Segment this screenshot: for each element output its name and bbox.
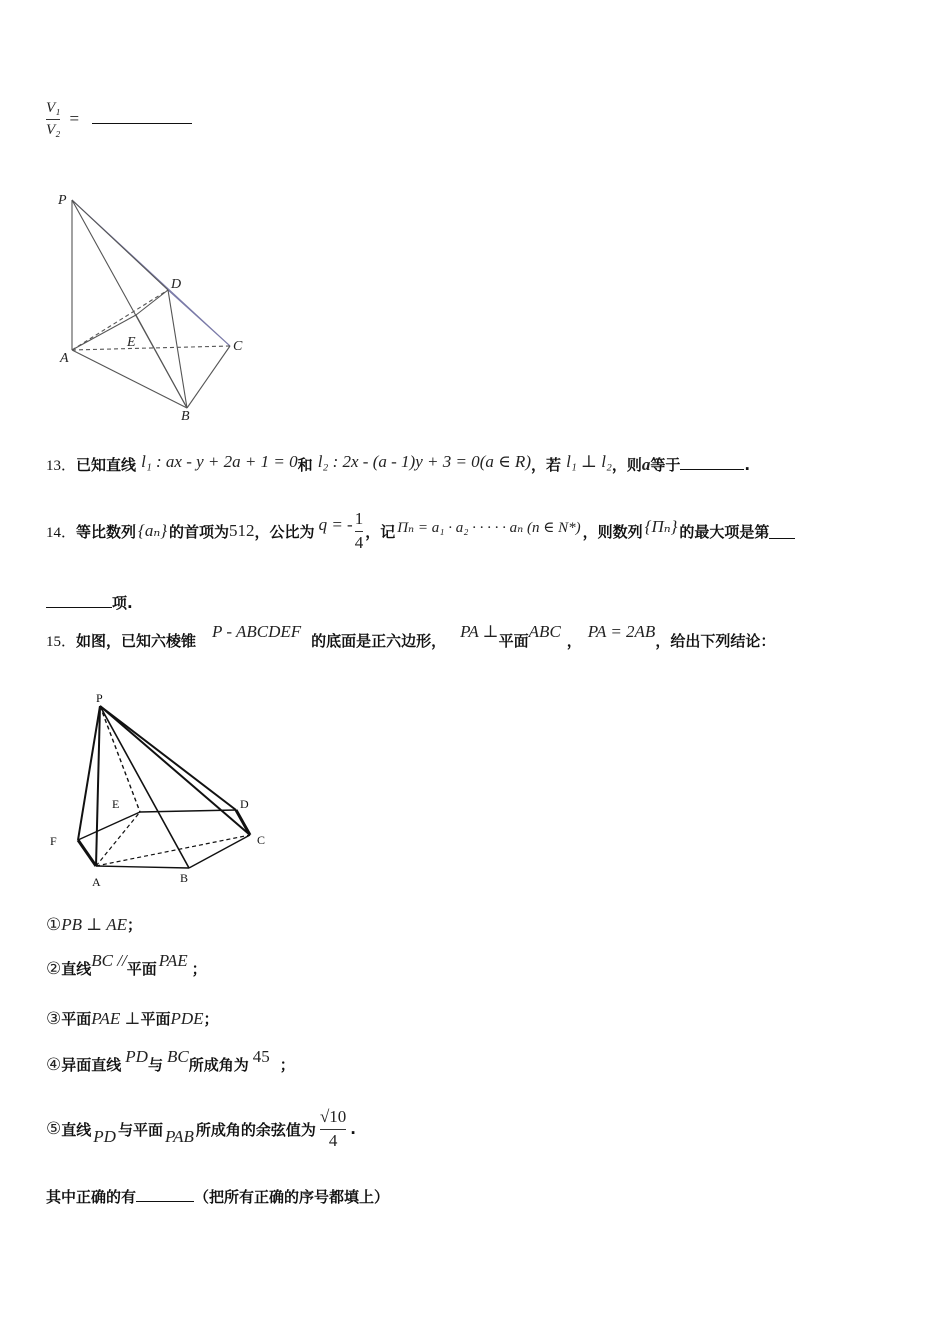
conclusion-3-expr-2: PDE (170, 1009, 204, 1028)
edge-BC (189, 835, 250, 868)
figure-hexagonal-pyramid (44, 688, 284, 893)
edge-PB (100, 706, 189, 868)
conclusion-mark: ③ (46, 1009, 62, 1028)
label-C: C (257, 833, 266, 847)
q13-then: ，则 (611, 456, 642, 474)
conclusion-2-end: ； (191, 960, 207, 978)
edge-PD (100, 706, 236, 810)
q13-if: ，若 (530, 456, 561, 474)
conclusion-5-text-1: 直线 (61, 1120, 92, 1139)
question-number: 13． (46, 458, 77, 474)
label-D: D (240, 797, 249, 811)
q14-ratio-text: ，公比为 (254, 522, 315, 541)
conclusion-5-end: . (350, 1120, 356, 1138)
conclusion-4-expr-1: PD (125, 1047, 148, 1066)
q14-sequence-2: {Πₙ} (644, 517, 678, 536)
edge-AB (72, 350, 187, 408)
q15-comma: ， (566, 631, 582, 650)
edge-DC (168, 290, 230, 346)
q14-q-numerator: 1 (354, 508, 364, 528)
conclusion-2-expr-1: BC // (91, 951, 127, 970)
edge-PD (72, 200, 168, 290)
q15-plane: 平面 (498, 631, 529, 650)
conclusion-1-end: ； (126, 916, 142, 934)
conclusion-4-text-1: 异面直线 (61, 1056, 122, 1074)
label-E: E (112, 797, 120, 811)
q13-line-l1: l₁ : ax - y + 2a + 1 = 0 (141, 452, 298, 471)
q13-condition: (a ∈ R) (479, 452, 531, 471)
edge-AB (96, 866, 189, 868)
conclusion-5-denominator: 4 (328, 1130, 338, 1150)
conclusion-5-text-2: 与平面 (117, 1120, 163, 1139)
q14-first-term-value: 512 (229, 521, 255, 540)
ratio-equals: = (69, 108, 80, 128)
q14-product: Πₙ = a₁ · a₂ · · · · · aₙ (n ∈ N*) (397, 519, 581, 536)
q15-tail: ，给出下列结论： (655, 631, 776, 650)
q13-perpendicular: l₁ ⊥ l₂ (566, 452, 612, 471)
label-D: D (171, 277, 182, 292)
ratio-fraction (46, 100, 60, 138)
conclusion-mark: ⑤ (46, 1119, 62, 1138)
conclusion-4-text-2: 与 (147, 1056, 163, 1074)
edge-AD-dashed (72, 290, 168, 350)
conclusion-3-text-1: 平面 (61, 1010, 92, 1028)
question-15 (46, 622, 775, 658)
final-tail: （把所有正确的序号都填上） (194, 1188, 390, 1206)
label-C: C (233, 339, 243, 354)
conclusion-2-text-1: 直线 (61, 960, 92, 978)
q15-base: 的底面是正六边形， (311, 631, 447, 650)
q14-line2-tail: 项. (112, 594, 133, 612)
conclusion-3-text-2: 平面 (140, 1010, 171, 1028)
conclusion-4-text-3: 所成角为 (188, 1056, 249, 1074)
conclusion-2 (46, 951, 207, 979)
q15-lead: 如图，已知六棱锥 (76, 631, 197, 650)
conclusion-2-expr-2: PAE (158, 951, 188, 970)
conclusion-4-angle: 45 (252, 1047, 270, 1066)
answer-blank-13[interactable] (680, 455, 744, 470)
conclusion-5-fraction (320, 1108, 346, 1150)
q14-first-term-text: 的首项为 (169, 522, 230, 541)
edge-ED (136, 290, 168, 315)
ratio-numerator: V₁ (46, 100, 61, 116)
edge-FA (78, 840, 96, 866)
conclusion-3-expr-1: PAE ⊥ (91, 1009, 141, 1028)
edge-EF (78, 812, 140, 840)
q14-q-denominator: 4 (354, 532, 364, 552)
conclusion-1 (46, 914, 142, 935)
conclusion-5-expr-2: PAB (164, 1127, 194, 1146)
q15-condition-1: PA ⊥ (460, 622, 499, 641)
conclusion-2-text-2: 平面 (126, 960, 157, 978)
q14-tail: 的最大项是第 (679, 522, 770, 541)
answer-blank-14a[interactable] (769, 524, 795, 539)
label-A: A (60, 351, 69, 366)
conclusion-5 (46, 1104, 356, 1154)
q14-q-lhs: q = - (318, 515, 353, 534)
label-E: E (127, 335, 136, 350)
final-lead: 其中正确的有 (46, 1188, 137, 1206)
conclusion-3-end: ； (203, 1010, 219, 1028)
conclusion-5-numerator: √10 (319, 1106, 347, 1126)
q14-lead: 等比数列 (76, 522, 137, 541)
answer-blank-14b[interactable] (46, 593, 112, 608)
q14-q-fraction (355, 510, 364, 552)
conclusion-4 (46, 1047, 295, 1075)
q14-note: ，记 (365, 522, 396, 541)
ratio-denominator: V₂ (46, 121, 61, 138)
conclusion-mark: ② (46, 959, 62, 978)
question-number: 14． (46, 524, 77, 541)
label-P: P (58, 193, 67, 208)
edge-BC (187, 346, 230, 408)
edge-PC (100, 706, 250, 835)
question-14 (46, 506, 795, 556)
label-B: B (180, 871, 189, 885)
label-B: B (181, 409, 190, 424)
answer-blank-ratio[interactable] (92, 109, 192, 124)
conclusion-3 (46, 1008, 219, 1029)
q13-variable: a (641, 455, 651, 474)
answer-blank-15[interactable] (136, 1187, 194, 1202)
final-prompt (46, 1186, 389, 1207)
question-number: 15． (46, 633, 77, 650)
q13-and: 和 (297, 456, 313, 474)
edge-AC-dashed (72, 346, 230, 350)
q15-plane-abc: ABC (528, 622, 561, 641)
conclusion-1-expr: PB ⊥ AE (61, 915, 127, 934)
label-P: P (96, 691, 103, 705)
conclusion-mark: ① (46, 915, 62, 934)
q15-condition-2: PA = 2AB (587, 622, 656, 641)
label-F: F (50, 834, 57, 848)
q13-lead: 已知直线 (76, 456, 137, 474)
conclusion-4-end: ； (279, 1056, 295, 1074)
question-13 (46, 452, 750, 475)
label-A: A (92, 875, 101, 889)
edge-CD (236, 810, 250, 835)
q13-tail: 等于 (650, 456, 681, 474)
conclusion-4-expr-2: BC (166, 1047, 189, 1066)
ratio-expression (46, 100, 192, 138)
q13-end: . (744, 456, 751, 474)
conclusion-mark: ④ (46, 1055, 62, 1074)
q14-then: ，则数列 (582, 522, 643, 541)
q13-line-l2: l₂ : 2x - (a - 1)y + 3 = 0 (317, 452, 480, 471)
conclusion-5-text-3: 所成角的余弦值为 (195, 1120, 316, 1139)
question-14-line-2 (46, 592, 133, 613)
conclusion-5-expr-1: PD (93, 1127, 116, 1146)
q14-sequence: {aₙ} (138, 521, 168, 540)
figure-tetrahedron (40, 180, 270, 425)
q15-pyramid: P - ABCDEF (212, 622, 302, 641)
